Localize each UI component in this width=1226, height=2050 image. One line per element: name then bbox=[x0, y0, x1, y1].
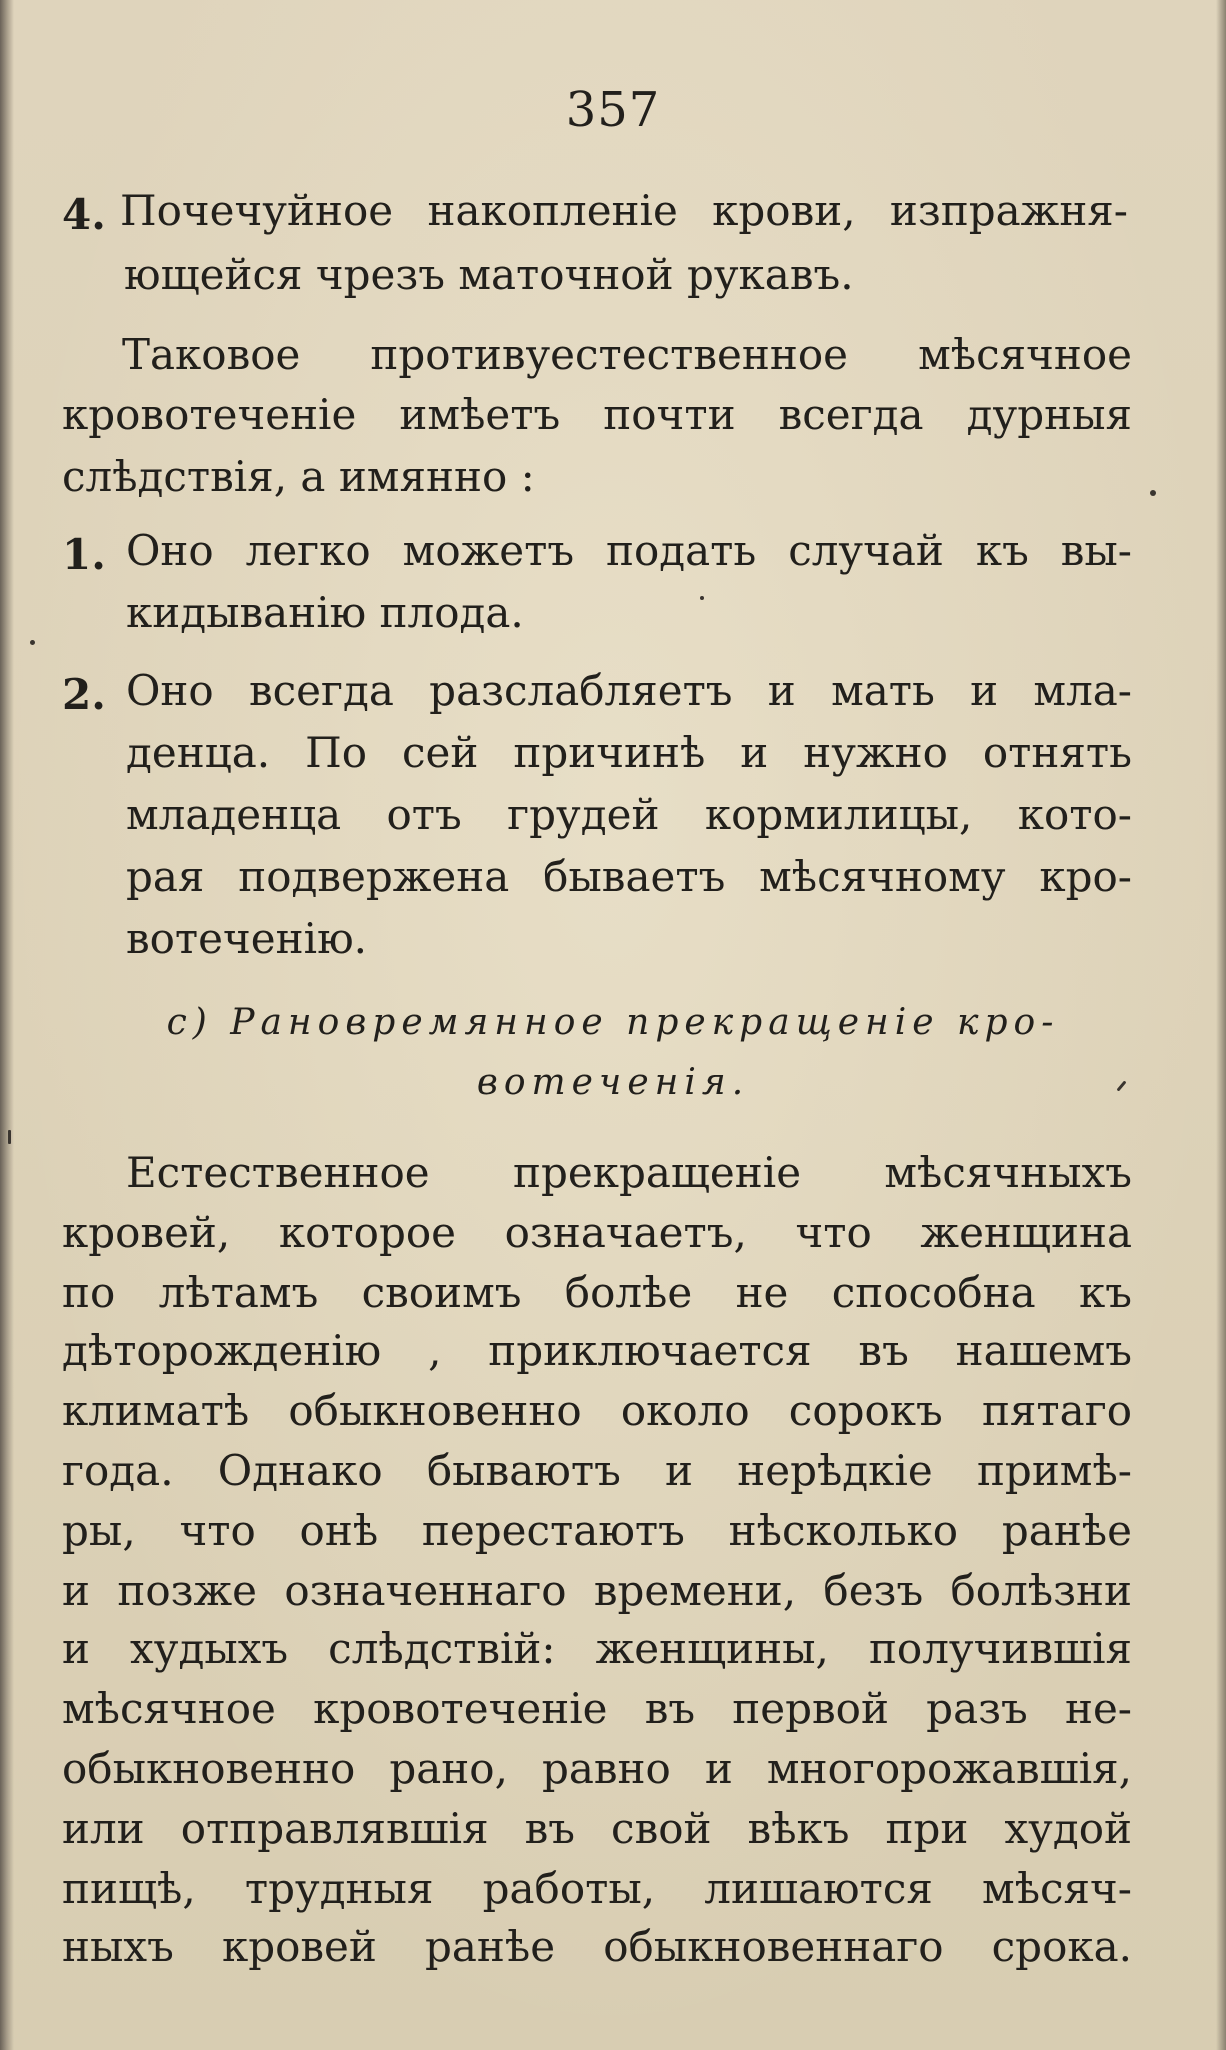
paragraph-2-line-9: и худыхъ слѣдствій: женщины, получившія bbox=[62, 1624, 1132, 1673]
paragraph-2-line-11: обыкновенно рано, равно и многорожавшія, bbox=[62, 1744, 1132, 1793]
item-2-line-3: младенца отъ грудей кормилицы, кото- bbox=[126, 790, 1132, 839]
paragraph-1-line-1: Таковое противуестественное мѣсячное bbox=[122, 330, 1132, 379]
item-4-line-2: ющейся чрезъ маточной рукавъ. bbox=[124, 250, 854, 299]
paragraph-2-line-3: по лѣтамъ своимъ болѣе не способна къ bbox=[62, 1268, 1132, 1317]
item-number-1: 1. bbox=[62, 530, 106, 579]
section-heading-line-1: c) Рановремянное прекращеніе кро- bbox=[166, 1002, 1060, 1043]
paper-speck bbox=[30, 640, 35, 645]
item-number-2: 2. bbox=[62, 670, 106, 719]
paper-speck bbox=[1150, 490, 1156, 496]
item-1-line-1: Оно легко можетъ подать случай къ вы- bbox=[126, 526, 1132, 575]
page-number: 357 bbox=[565, 82, 661, 138]
paragraph-2-line-6: года. Однако бываютъ и нерѣдкіе примѣ- bbox=[62, 1446, 1132, 1495]
item-2-line-5: вотеченію. bbox=[126, 914, 367, 963]
item-2-line-1: Оно всегда разслабляетъ и мать и мла- bbox=[126, 666, 1132, 715]
paragraph-2-line-1: Естественное прекращеніе мѣсячныхъ bbox=[126, 1148, 1132, 1197]
item-1-line-2: кидыванію плода. bbox=[126, 588, 524, 637]
paragraph-2-line-12: или отправлявшія въ свой вѣкъ при худой bbox=[62, 1804, 1132, 1853]
paragraph-2-line-4: дѣторожденію , приключается въ нашемъ bbox=[62, 1326, 1132, 1375]
paper-speck bbox=[700, 596, 704, 600]
paper-speck bbox=[8, 1130, 11, 1144]
paragraph-2-line-2: кровей, которое означаетъ, что женщина bbox=[62, 1208, 1132, 1257]
item-2-line-2: денца. По сей причинѣ и нужно отнять bbox=[126, 728, 1132, 777]
paragraph-2-line-10: мѣсячное кровотеченіе въ первой разъ не- bbox=[62, 1684, 1132, 1733]
paragraph-1-line-3: слѣдствія, а имянно : bbox=[62, 452, 535, 501]
paragraph-2-line-14: ныхъ кровей ранѣе обыкновеннаго срока. bbox=[62, 1922, 1132, 1971]
paragraph-2-line-5: климатѣ обыкновенно около сорокъ пятаго bbox=[62, 1386, 1132, 1435]
item-2-line-4: рая подвержена бываетъ мѣсячному кро- bbox=[126, 852, 1132, 901]
paragraph-2-line-7: ры, что онѣ перестаютъ нѣсколько ранѣе bbox=[62, 1506, 1132, 1555]
paragraph-2-line-8: и позже означеннаго времени, безъ болѣзни bbox=[62, 1566, 1132, 1615]
item-4-line-1: Почечуйное накопленіе крови, изпражня- bbox=[120, 186, 1128, 235]
paragraph-1-line-2: кровотеченіе имѣетъ почти всегда дурныя bbox=[62, 390, 1132, 439]
item-number-4: 4. bbox=[62, 190, 106, 239]
section-heading-line-2: вотеченія. bbox=[476, 1062, 750, 1103]
paragraph-2-line-13: пищѣ, трудныя работы, лишаются мѣсяч- bbox=[62, 1864, 1132, 1913]
